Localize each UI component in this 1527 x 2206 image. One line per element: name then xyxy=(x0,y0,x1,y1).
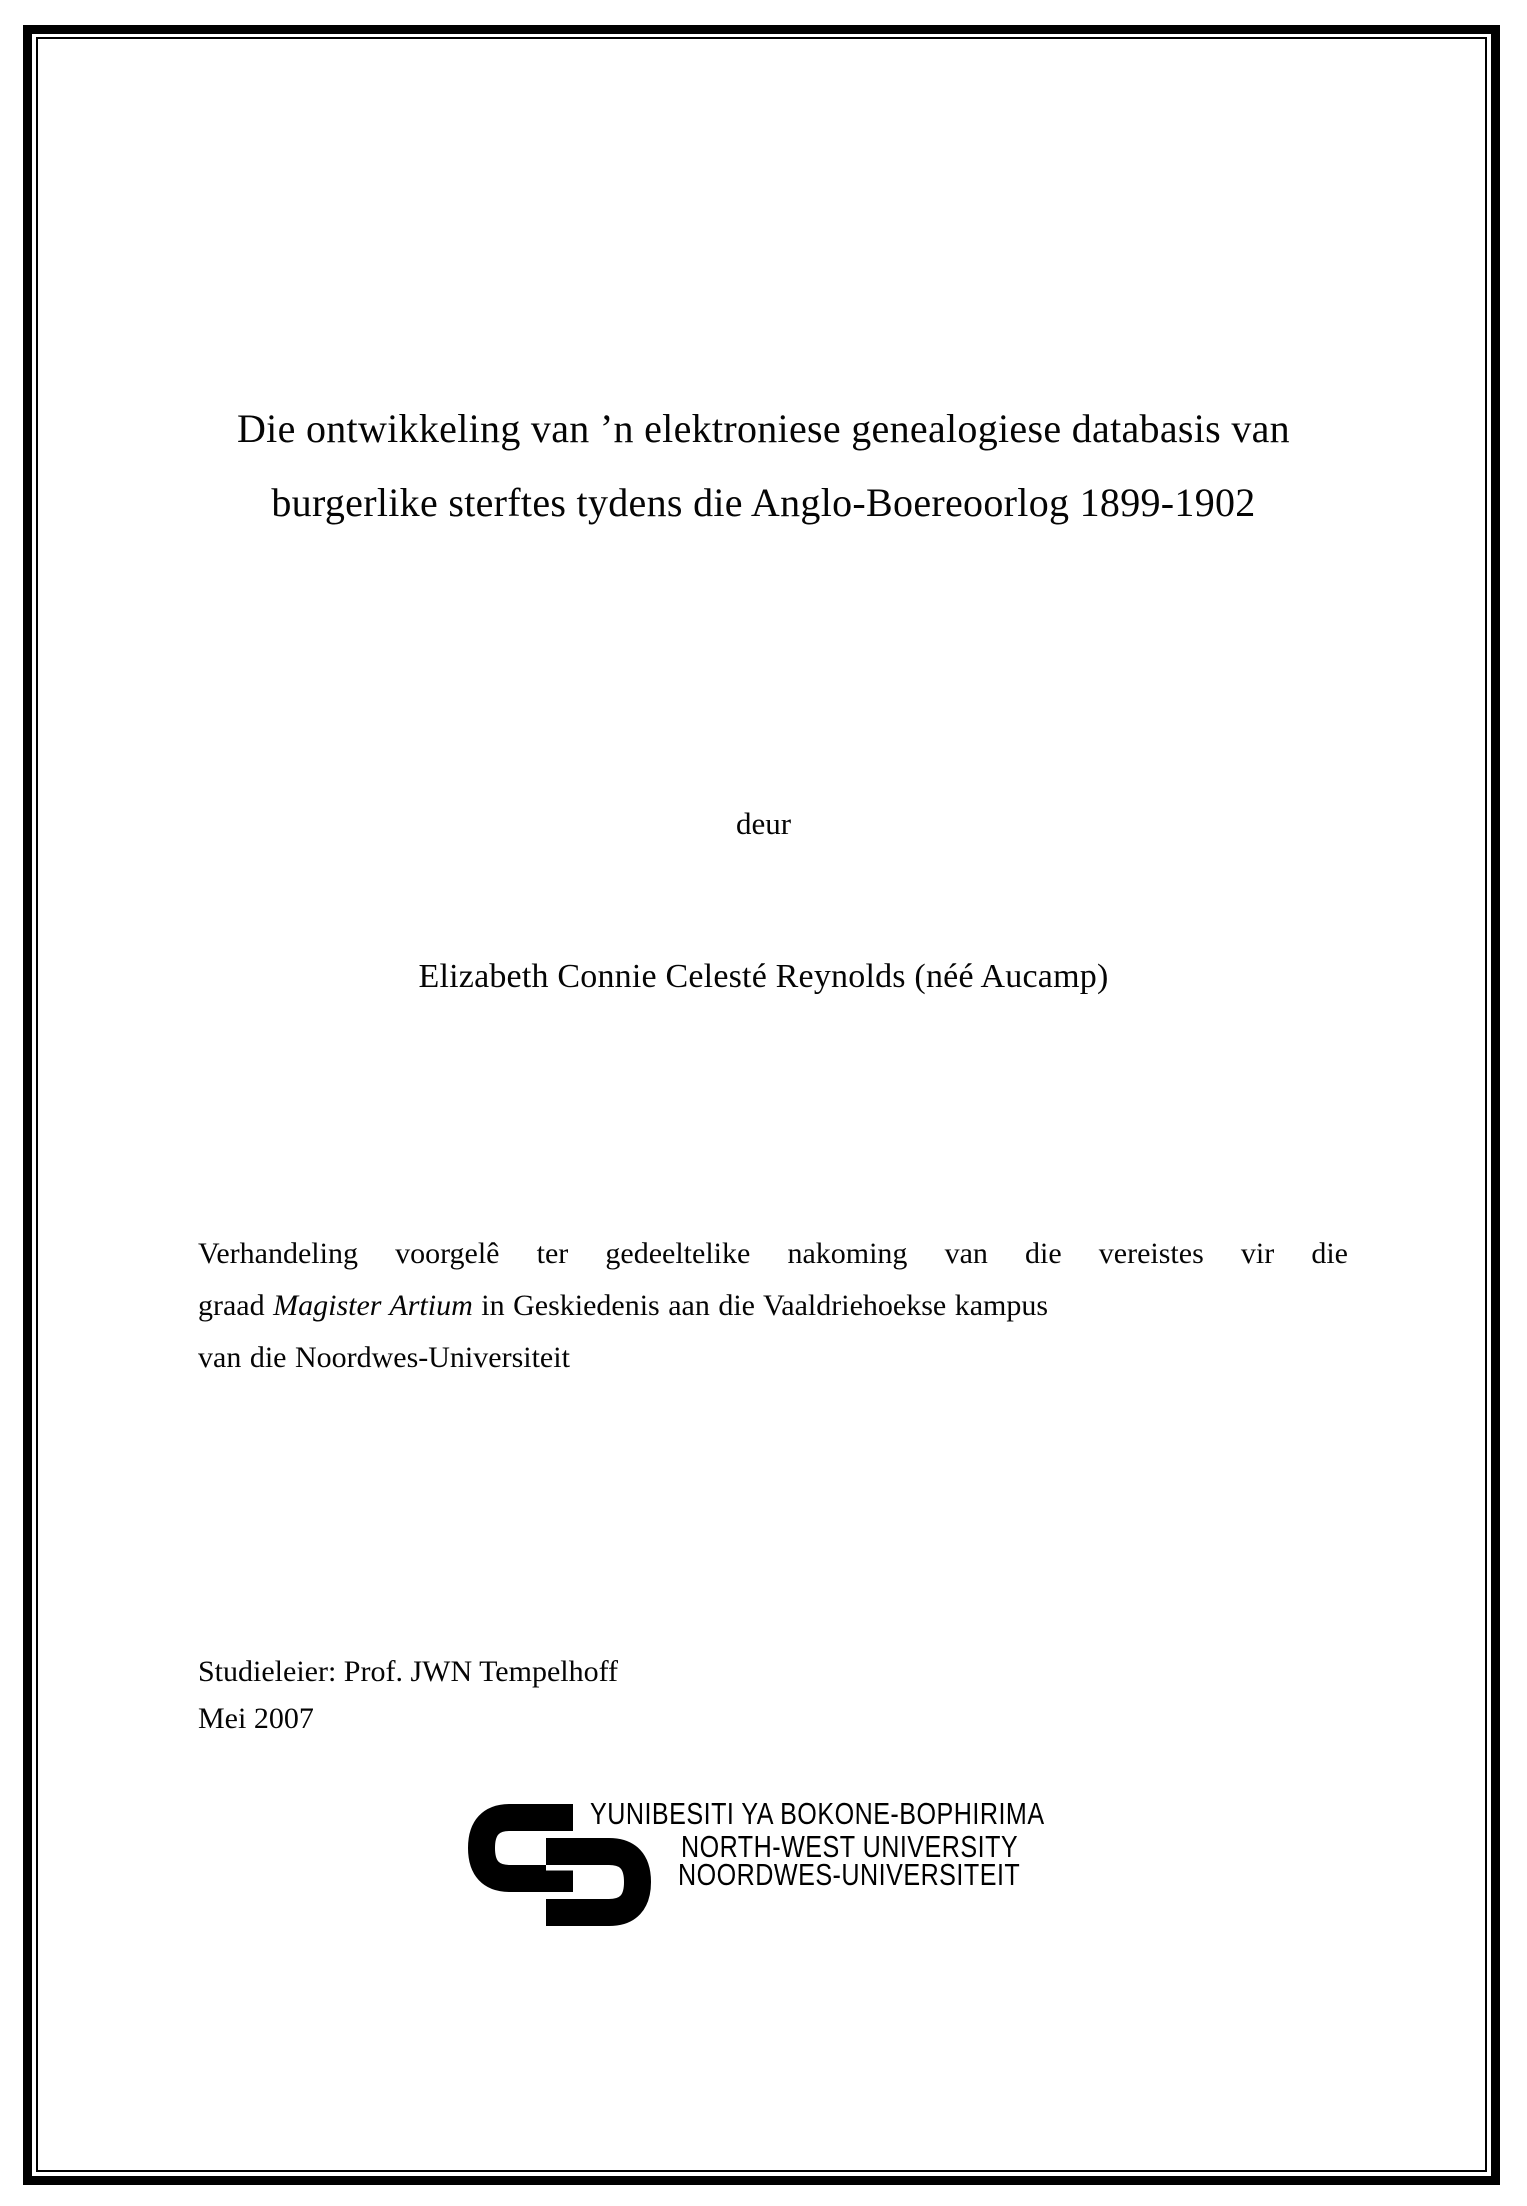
thesis-title-line-1: Die ontwikkeling van ’n elektroniese genealogiese databasis van xyxy=(236,406,1290,451)
byline-label: deur xyxy=(735,806,792,841)
logo-text-setswana: YUNIBESITI YA BOKONE-BOPHIRIMA xyxy=(590,1796,1045,1831)
supervisor-line: Studieleier: Prof. JWN Tempelhoff xyxy=(198,1655,619,1688)
logo-text-english: NORTH-WEST UNIVERSITY xyxy=(681,1829,1019,1864)
author-name: Elizabeth Connie Celesté Reynolds (néé Aucamp) xyxy=(418,958,1109,995)
declaration-line-3: van die Noordwes-Universiteit xyxy=(198,1341,570,1374)
degree-name-italic: Magister Artium xyxy=(273,1289,473,1322)
supervisor-block xyxy=(198,1648,618,1742)
logo-text-afrikaans: NOORDWES-UNIVERSITEIT xyxy=(678,1857,1021,1892)
thesis-title-line-2: burgerlike sterftes tydens die Anglo-Boereoorlog 1899-1902 xyxy=(271,480,1256,525)
date-line: Mei 2007 xyxy=(198,1702,314,1735)
declaration-line-2: graad Magister Artium in Geskiedenis aan die Vaaldriehoekse kampus xyxy=(198,1289,1049,1322)
degree-declaration xyxy=(198,1228,1348,1384)
university-logo xyxy=(468,1796,1108,1946)
thesis-title xyxy=(100,392,1427,540)
declaration-line-1: Verhandeling voorgelê ter gedeeltelike nakoming van die vereistes vir die xyxy=(198,1237,1348,1270)
